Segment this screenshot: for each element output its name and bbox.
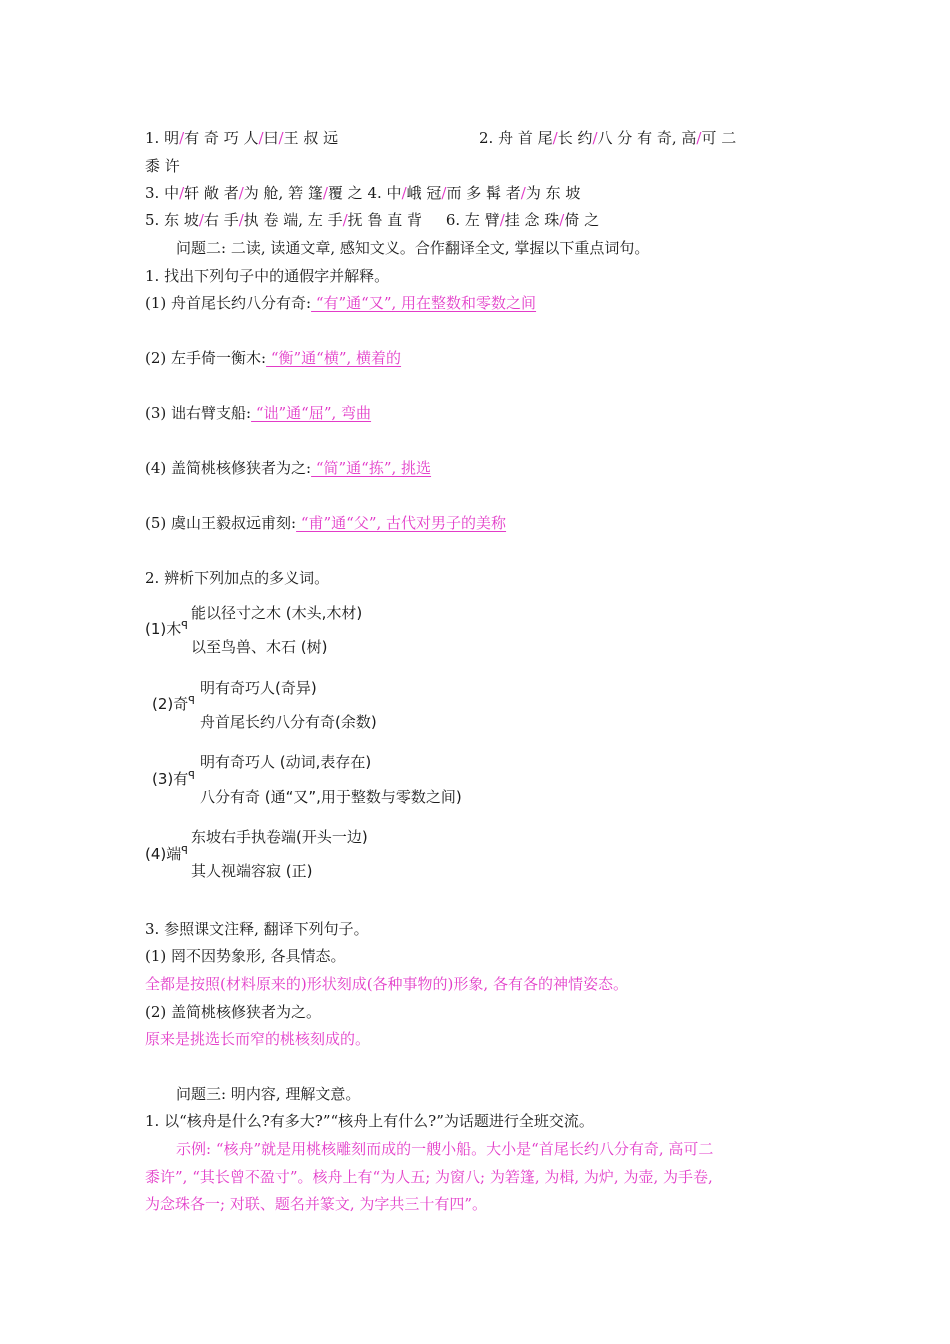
- brace-icon: ꟼ: [188, 769, 195, 782]
- pause-seg: 6. 左 臂: [445, 211, 500, 229]
- polysemy-word-label: (4)端: [145, 845, 182, 863]
- polysemy-word-label: (2)奇: [152, 695, 189, 713]
- brace-icon: ꟼ: [188, 694, 195, 707]
- slash-mark: /: [696, 129, 702, 147]
- slash-mark: /: [401, 184, 407, 202]
- pause-line-2: [145, 183, 580, 203]
- tongjia-title: 1. 找出下列句子中的通假字并解释。: [145, 267, 390, 285]
- pause-seg: 1. 明: [145, 129, 180, 147]
- pause-seg: 挂 念 珠: [504, 211, 560, 229]
- polysemy-title: 2. 辨析下列加点的多义词。: [145, 569, 330, 587]
- slash-mark: /: [441, 184, 447, 202]
- tongjia-answer: “简”通“拣”, 挑选: [311, 459, 432, 477]
- polysemy-1-line2: 以至鸟兽、木石 (树): [191, 638, 328, 656]
- translate-title: 3. 参照课文注释, 翻译下列句子。: [145, 920, 369, 938]
- brace-icon: ꟼ: [181, 619, 188, 632]
- brace-icon: ꟼ: [181, 844, 188, 857]
- pause-seg: 2. 舟 首 尾: [479, 129, 553, 147]
- slash-mark: /: [342, 211, 348, 229]
- slash-mark: /: [258, 129, 264, 147]
- polysemy-4-line1: 东坡右手执卷端(开头一边): [191, 828, 368, 846]
- tongjia-item-3: [145, 403, 371, 423]
- polysemy-3-line2: 八分有奇 (通“又”,用于整数与零数之间): [200, 788, 462, 806]
- pause-seg: 峨 冠: [406, 184, 442, 202]
- slash-mark: /: [499, 211, 505, 229]
- tongjia-answer: “衡”通“横”, 横着的: [266, 349, 402, 367]
- pause-seg: 而 多 髯 者: [446, 184, 521, 202]
- slash-mark: /: [179, 184, 185, 202]
- slash-mark: /: [552, 129, 558, 147]
- pause-seg: 王 叔 远: [283, 129, 339, 147]
- slash-mark: /: [520, 184, 526, 202]
- pause-line-3: [145, 210, 599, 230]
- slash-mark: /: [238, 184, 244, 202]
- tongjia-answer: “甫”通“父”, 古代对男子的美称: [296, 514, 507, 532]
- pause-seg: 有 奇 巧 人: [184, 129, 259, 147]
- pause-seg: 右 手: [203, 211, 239, 229]
- slash-mark: /: [322, 184, 328, 202]
- pause-seg: 曰: [263, 129, 279, 147]
- slash-mark: /: [592, 129, 598, 147]
- tongjia-question: (5) 虞山王毅叔远甫刻:: [145, 514, 297, 532]
- pause-seg: 5. 东 坡: [145, 211, 199, 229]
- pause-seg: 覆 之: [327, 184, 363, 202]
- polysemy-word-2: [152, 693, 195, 714]
- polysemy-2-line1: 明有奇巧人(奇异): [200, 679, 317, 697]
- pause-seg: 3. 中: [145, 184, 180, 202]
- tongjia-item-2: [145, 348, 401, 368]
- slash-mark: /: [198, 211, 204, 229]
- polysemy-word-label: (3)有: [152, 770, 189, 788]
- polysemy-2-line2: 舟首尾长约八分有奇(余数): [200, 713, 377, 731]
- translate-a1: 全都是按照(材料原来的)形状刻成(各种事物的)形象, 各有各的神情姿态。: [145, 975, 628, 993]
- translate-a2: 原来是挑选长而窄的桃核刻成的。: [145, 1030, 371, 1048]
- pause-seg: 倚 之: [564, 211, 600, 229]
- pause-line-1a: [145, 128, 338, 148]
- tongjia-answer: “诎”通“屈”, 弯曲: [251, 404, 372, 422]
- pause-seg: 4. 中: [367, 184, 402, 202]
- pause-seg: 可 二: [701, 129, 737, 147]
- pause-line-1c: 黍 许: [145, 157, 180, 175]
- polysemy-word-1: [145, 618, 188, 639]
- tongjia-item-1: [145, 293, 536, 313]
- pause-seg: 八 分 有 奇, 高: [597, 129, 697, 147]
- example-line-3: 为念珠各一; 对联、题名并篆文, 为字共三十有四”。: [145, 1195, 488, 1213]
- slash-mark: /: [179, 129, 185, 147]
- tongjia-question: (1) 舟首尾长约八分有奇:: [145, 294, 312, 312]
- question2-heading: 问题二: 二读, 读通文章, 感知文义。合作翻译全文, 掌握以下重点词句。: [176, 239, 650, 257]
- tongjia-question: (2) 左手倚一衡木:: [145, 349, 267, 367]
- question3-item1: 1. 以“核舟是什么?有多大?”“核舟上有什么?”为话题进行全班交流。: [145, 1112, 594, 1130]
- slash-mark: /: [278, 129, 284, 147]
- polysemy-word-3: [152, 768, 195, 789]
- tongjia-item-5: [145, 513, 506, 533]
- example-line-2: 黍许”, “其长曾不盈寸”。核舟上有“为人五; 为窗八; 为箬篷, 为楫, 为炉, 为壶, 为手卷,: [145, 1168, 713, 1186]
- question3-heading: 问题三: 明内容, 理解文意。: [176, 1085, 361, 1103]
- pause-line-1b: [479, 128, 736, 148]
- pause-seg: 轩 敞 者: [184, 184, 239, 202]
- polysemy-1-line1: 能以径寸之木 (木头,木材): [191, 604, 363, 622]
- pause-seg: 抚 鲁 直 背: [347, 211, 422, 229]
- pause-seg: 为 东 坡: [525, 184, 581, 202]
- pause-seg: 长 约: [557, 129, 593, 147]
- tongjia-answer: “有”通“又”, 用在整数和零数之间: [311, 294, 537, 312]
- translate-q2: (2) 盖简桃核修狭者为之。: [145, 1003, 322, 1021]
- example-line-1: 示例: “核舟”就是用桃核雕刻而成的一艘小船。大小是“首尾长约八分有奇, 高可二: [176, 1140, 714, 1158]
- polysemy-3-line1: 明有奇巧人 (动词,表存在): [200, 753, 372, 771]
- tongjia-item-4: [145, 458, 431, 478]
- slash-mark: /: [559, 211, 565, 229]
- polysemy-4-line2: 其人视端容寂 (正): [191, 862, 313, 880]
- slash-mark: /: [238, 211, 244, 229]
- translate-q1: (1) 罔不因势象形, 各具情态。: [145, 947, 346, 965]
- tongjia-question: (3) 诎右臂支船:: [145, 404, 252, 422]
- polysemy-word-4: [145, 843, 188, 864]
- pause-seg: 为 舱, 箬 篷: [243, 184, 323, 202]
- pause-seg: 执 卷 端, 左 手: [243, 211, 343, 229]
- tongjia-question: (4) 盖简桃核修狭者为之:: [145, 459, 312, 477]
- polysemy-word-label: (1)木: [145, 620, 182, 638]
